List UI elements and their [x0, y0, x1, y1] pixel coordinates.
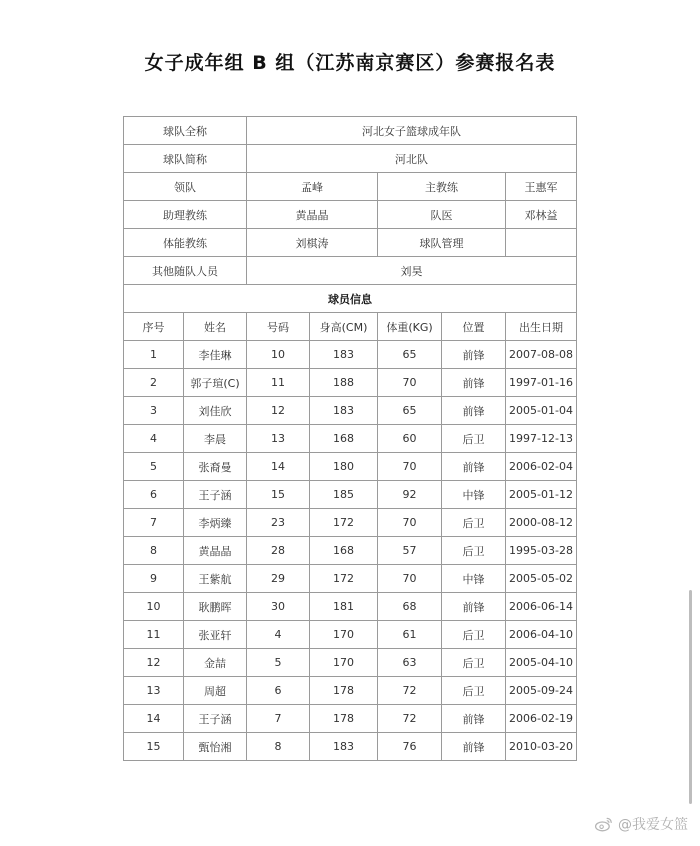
table-cell: 张亚轩	[184, 621, 247, 649]
table-row	[124, 425, 577, 453]
table-cell: 1995-03-28	[506, 537, 577, 565]
table-cell: 2007-08-08	[506, 341, 577, 369]
table-row	[124, 537, 577, 565]
label-manager: 球队管理	[378, 229, 506, 257]
table-cell: 30	[247, 593, 310, 621]
table-cell: 70	[378, 509, 442, 537]
table-cell: 14	[124, 705, 184, 733]
table-cell: 刘佳欣	[184, 397, 247, 425]
row-full-name	[124, 117, 577, 145]
table-cell: 11	[124, 621, 184, 649]
table-row	[124, 677, 577, 705]
table-cell: 170	[310, 621, 378, 649]
table-cell: 12	[247, 397, 310, 425]
table-cell: 李晨	[184, 425, 247, 453]
table-cell: 23	[247, 509, 310, 537]
table-cell: 180	[310, 453, 378, 481]
value-assistant-coach: 黄晶晶	[247, 201, 378, 229]
table-cell: 72	[378, 705, 442, 733]
table-cell: 2	[124, 369, 184, 397]
table-cell: 前锋	[442, 593, 506, 621]
table-cell: 前锋	[442, 341, 506, 369]
table-cell: 耿鹏晖	[184, 593, 247, 621]
label-fitness-coach: 体能教练	[124, 229, 247, 257]
table-cell: 前锋	[442, 453, 506, 481]
table-cell: 72	[378, 677, 442, 705]
table-cell: 7	[247, 705, 310, 733]
table-cell: 2006-02-04	[506, 453, 577, 481]
table-cell: 后卫	[442, 537, 506, 565]
row-other-staff	[124, 257, 577, 285]
table-cell: 甄怡湘	[184, 733, 247, 761]
table-cell: 11	[247, 369, 310, 397]
table-cell: 2010-03-20	[506, 733, 577, 761]
row-leader	[124, 173, 577, 201]
registration-table	[123, 116, 577, 761]
row-assistant	[124, 201, 577, 229]
label-assistant-coach: 助理教练	[124, 201, 247, 229]
table-cell: 2006-06-14	[506, 593, 577, 621]
table-cell: 28	[247, 537, 310, 565]
table-cell: 中锋	[442, 565, 506, 593]
table-cell: 王紫航	[184, 565, 247, 593]
table-cell: 2006-02-19	[506, 705, 577, 733]
players-section-heading: 球员信息	[124, 285, 577, 313]
table-row	[124, 341, 577, 369]
table-cell: 中锋	[442, 481, 506, 509]
scrollbar[interactable]	[689, 590, 692, 804]
player-rows	[124, 341, 577, 761]
table-cell: 70	[378, 453, 442, 481]
table-cell: 9	[124, 565, 184, 593]
table-cell: 4	[247, 621, 310, 649]
table-cell: 5	[247, 649, 310, 677]
row-section-players	[124, 285, 577, 313]
table-cell: 170	[310, 649, 378, 677]
table-cell: 7	[124, 509, 184, 537]
table-cell: 60	[378, 425, 442, 453]
table-cell: 65	[378, 397, 442, 425]
table-cell: 5	[124, 453, 184, 481]
table-cell: 前锋	[442, 733, 506, 761]
table-cell: 1997-01-16	[506, 369, 577, 397]
value-other-staff: 刘昊	[247, 257, 577, 285]
table-cell: 8	[247, 733, 310, 761]
table-row	[124, 565, 577, 593]
table-cell: 1	[124, 341, 184, 369]
table-cell: 10	[247, 341, 310, 369]
table-cell: 前锋	[442, 705, 506, 733]
table-cell: 183	[310, 397, 378, 425]
table-cell: 15	[247, 481, 310, 509]
table-cell: 168	[310, 537, 378, 565]
table-cell: 168	[310, 425, 378, 453]
table-cell: 2005-01-12	[506, 481, 577, 509]
table-cell: 15	[124, 733, 184, 761]
table-cell: 前锋	[442, 369, 506, 397]
table-cell: 13	[247, 425, 310, 453]
table-cell: 2005-04-10	[506, 649, 577, 677]
table-cell: 前锋	[442, 397, 506, 425]
table-cell: 王子涵	[184, 705, 247, 733]
table-cell: 10	[124, 593, 184, 621]
label-doctor: 队医	[378, 201, 506, 229]
value-doctor: 邓林益	[506, 201, 577, 229]
table-row	[124, 621, 577, 649]
table-cell: 4	[124, 425, 184, 453]
table-cell: 183	[310, 341, 378, 369]
table-cell: 李佳琳	[184, 341, 247, 369]
value-leader: 孟峰	[247, 173, 378, 201]
table-cell: 6	[247, 677, 310, 705]
column-header: 体重(KG)	[378, 313, 442, 341]
table-cell: 王子涵	[184, 481, 247, 509]
table-cell: 张裔曼	[184, 453, 247, 481]
value-full-name: 河北女子篮球成年队	[247, 117, 577, 145]
table-cell: 92	[378, 481, 442, 509]
table-cell: 周超	[184, 677, 247, 705]
table-cell: 68	[378, 593, 442, 621]
watermark	[594, 814, 688, 834]
table-cell: 2000-08-12	[506, 509, 577, 537]
table-cell: 李炳臻	[184, 509, 247, 537]
table-cell: 76	[378, 733, 442, 761]
table-row	[124, 397, 577, 425]
table-cell: 172	[310, 565, 378, 593]
table-cell: 金喆	[184, 649, 247, 677]
table-cell: 1997-12-13	[506, 425, 577, 453]
column-header: 序号	[124, 313, 184, 341]
table-cell: 8	[124, 537, 184, 565]
label-head-coach: 主教练	[378, 173, 506, 201]
value-short-name: 河北队	[247, 145, 577, 173]
value-fitness-coach: 刘棋涛	[247, 229, 378, 257]
table-cell: 181	[310, 593, 378, 621]
table-cell: 2006-04-10	[506, 621, 577, 649]
row-fitness	[124, 229, 577, 257]
table-cell: 70	[378, 369, 442, 397]
column-header: 号码	[247, 313, 310, 341]
table-row	[124, 453, 577, 481]
table-cell: 郭子瑄(C)	[184, 369, 247, 397]
table-row	[124, 509, 577, 537]
table-row	[124, 369, 577, 397]
table-cell: 185	[310, 481, 378, 509]
table-cell: 63	[378, 649, 442, 677]
table-cell: 70	[378, 565, 442, 593]
table-row	[124, 705, 577, 733]
table-cell: 2005-09-24	[506, 677, 577, 705]
table-row	[124, 649, 577, 677]
table-cell: 6	[124, 481, 184, 509]
table-cell: 后卫	[442, 649, 506, 677]
column-header-row	[124, 313, 577, 341]
value-manager	[506, 229, 577, 257]
table-cell: 后卫	[442, 621, 506, 649]
table-row	[124, 481, 577, 509]
table-cell: 188	[310, 369, 378, 397]
table-cell: 61	[378, 621, 442, 649]
table-cell: 后卫	[442, 677, 506, 705]
table-cell: 178	[310, 677, 378, 705]
value-head-coach: 王惠军	[506, 173, 577, 201]
table-cell: 12	[124, 649, 184, 677]
table-cell: 后卫	[442, 509, 506, 537]
table-cell: 黄晶晶	[184, 537, 247, 565]
row-short-name	[124, 145, 577, 173]
table-cell: 2005-01-04	[506, 397, 577, 425]
table-cell: 172	[310, 509, 378, 537]
table-row	[124, 593, 577, 621]
table-cell: 29	[247, 565, 310, 593]
page-title: 女子成年组 B 组（江苏南京赛区）参赛报名表	[144, 52, 556, 74]
column-header: 身高(CM)	[310, 313, 378, 341]
weibo-icon	[594, 816, 614, 832]
label-leader: 领队	[124, 173, 247, 201]
table-cell: 13	[124, 677, 184, 705]
table-row	[124, 733, 577, 761]
table-cell: 3	[124, 397, 184, 425]
table-cell: 65	[378, 341, 442, 369]
column-header: 姓名	[184, 313, 247, 341]
watermark-text: @我爱女篮	[618, 817, 688, 833]
table-cell: 57	[378, 537, 442, 565]
column-header: 位置	[442, 313, 506, 341]
table-cell: 14	[247, 453, 310, 481]
table-cell: 2005-05-02	[506, 565, 577, 593]
column-header: 出生日期	[506, 313, 577, 341]
table-cell: 后卫	[442, 425, 506, 453]
label-other-staff: 其他随队人员	[124, 257, 247, 285]
label-full-name: 球队全称	[124, 117, 247, 145]
label-short-name: 球队简称	[124, 145, 247, 173]
table-cell: 178	[310, 705, 378, 733]
table-cell: 183	[310, 733, 378, 761]
